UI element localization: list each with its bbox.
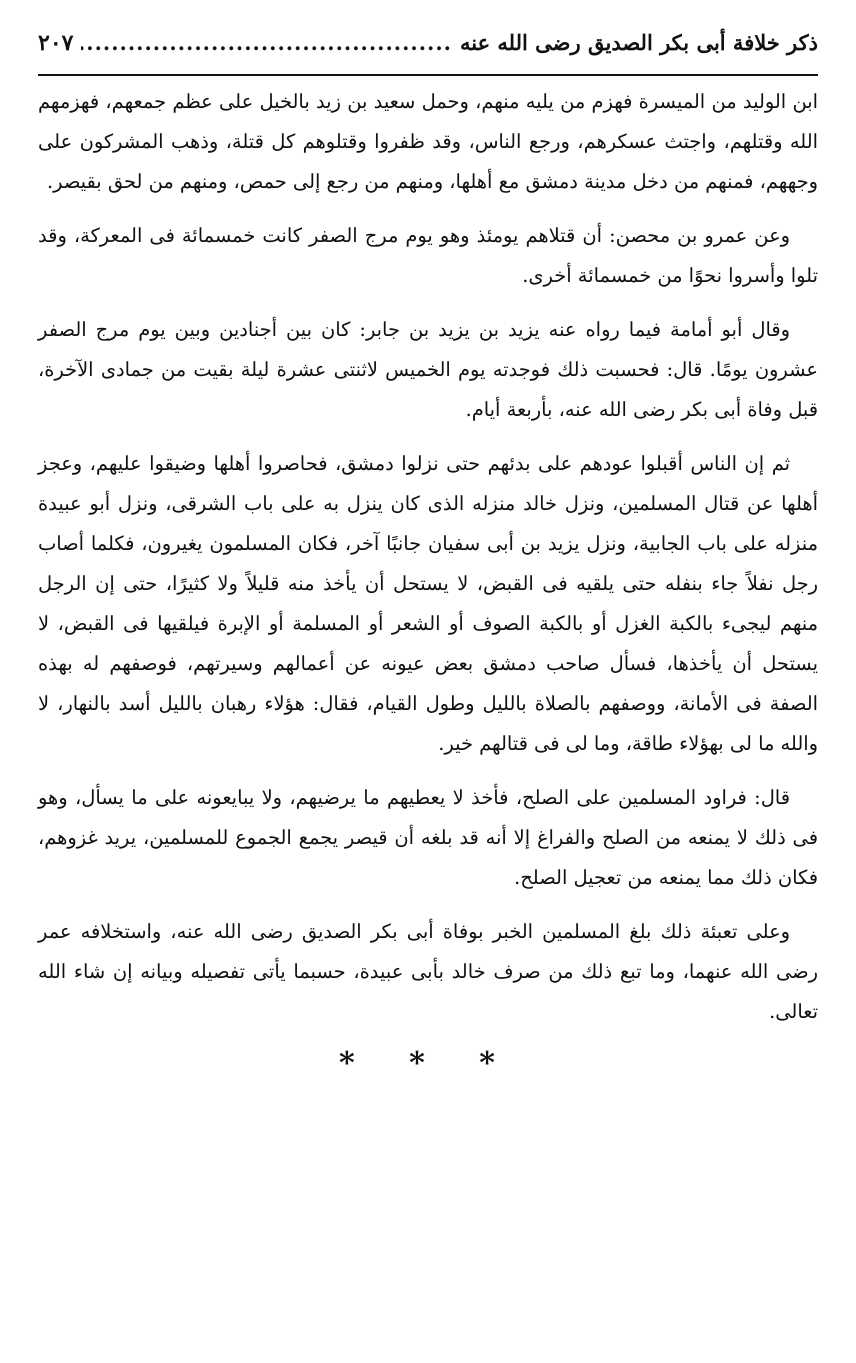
page-body (38, 82, 818, 1032)
header-dot-leader (81, 30, 452, 55)
page-number: ٢٠٧ (38, 30, 74, 56)
paragraph: ثم إن الناس أقبلوا عودهم على بدئهم حتى نزلوا دمشق، فحاصروا أهلها وضيقوا عليهم، وعجز أهلها عن قتال المسلمين، ونزل خالد منزله الذى كان ينزل به على باب الشرقى، ونزل أبو عبيدة منزله على باب الجابية، ونزل يزيد بن أبى سفيان جانبًا آخر، فكان المسلمون يغيرون، فكلما أصاب رجل نفلاً جاء بنفله حتى يلقيه فى القبض، لا يستحل أن يأخذ منه قليلاً ولا كثيرًا، حتى إن الرجل منهم ليجىء بالكبة الغزل أو بالكبة الصوف أو الشعر أو المسلمة أو الإبرة فيلقيها فى القبض، لا يستحل أن يأخذها، فسأل صاحب دمشق بعض عيونه عن أعمالهم وسيرتهم، فوصفهم له بهذه الصفة فى الأمانة، ووصفهم بالصلاة بالليل وطول القيام، فقال: هؤلاء رهبان بالليل أسد بالنهار، لا والله ما لى بهؤلاء طاقة، وما لى فى قتالهم خير. (38, 452, 818, 755)
header-title: ذكر خلافة أبى بكر الصديق رضى الله عنه (459, 30, 818, 55)
paragraph: وعلى تعبئة ذلك بلغ المسلمين الخبر بوفاة أبى بكر الصديق رضى الله عنه، واستخلافه عمر رضى الله عنهما، وما تبع ذلك من صرف خالد بأبى عبيدة، حسبما يأتى تفصيله وبيانه إن شاء الله تعالى. (38, 920, 818, 1023)
section-separator: * * * (339, 1046, 517, 1081)
paragraph: وقال أبو أمامة فيما رواه عنه يزيد بن يزيد بن جابر: كان بين أجنادين وبين يوم مرج الصفر عشرون يومًا. قال: فحسبت ذلك فوجدته يوم الخميس لاثنتى عشرة ليلة بقيت من جمادى الآخرة، قبل وفاة أبى بكر رضى الله عنه، بأربعة أيام. (38, 318, 818, 421)
paragraph: وعن عمرو بن محصن: أن قتلاهم يومئذ وهو يوم مرج الصفر كانت خمسمائة فى المعركة، وقد تلوا وأسروا نحوًا من خمسمائة أخرى. (38, 224, 818, 287)
paragraph: قال: فراود المسلمين على الصلح، فأخذ لا يعطيهم ما يرضيهم، ولا يبايعونه على ما يسأل، وهو فى ذلك لا يمنعه من الصلح والفراغ إلا أنه قد بلغه أن قيصر يجمع الجموع للمسلمين، يريد غزوهم، فكان ذلك مما يمنعه من تعجيل الصلح. (38, 786, 818, 889)
paragraph: ابن الوليد من الميسرة فهزم من يليه منهم، وحمل سعيد بن زيد بالخيل على عظم جمعهم، فهزمهم الله وقتلهم، واجتث عسكرهم، ورجع الناس، وقد ظفروا وقتلوهم كل قتلة، وذهب المشركون على وجههم، فمنهم من دخل مدينة دمشق مع أهلها، ومنهم من رجع إلى حمص، ومنهم من لحق بقيصر. (38, 90, 818, 193)
book-page (38, 30, 818, 1330)
running-header (38, 30, 818, 76)
